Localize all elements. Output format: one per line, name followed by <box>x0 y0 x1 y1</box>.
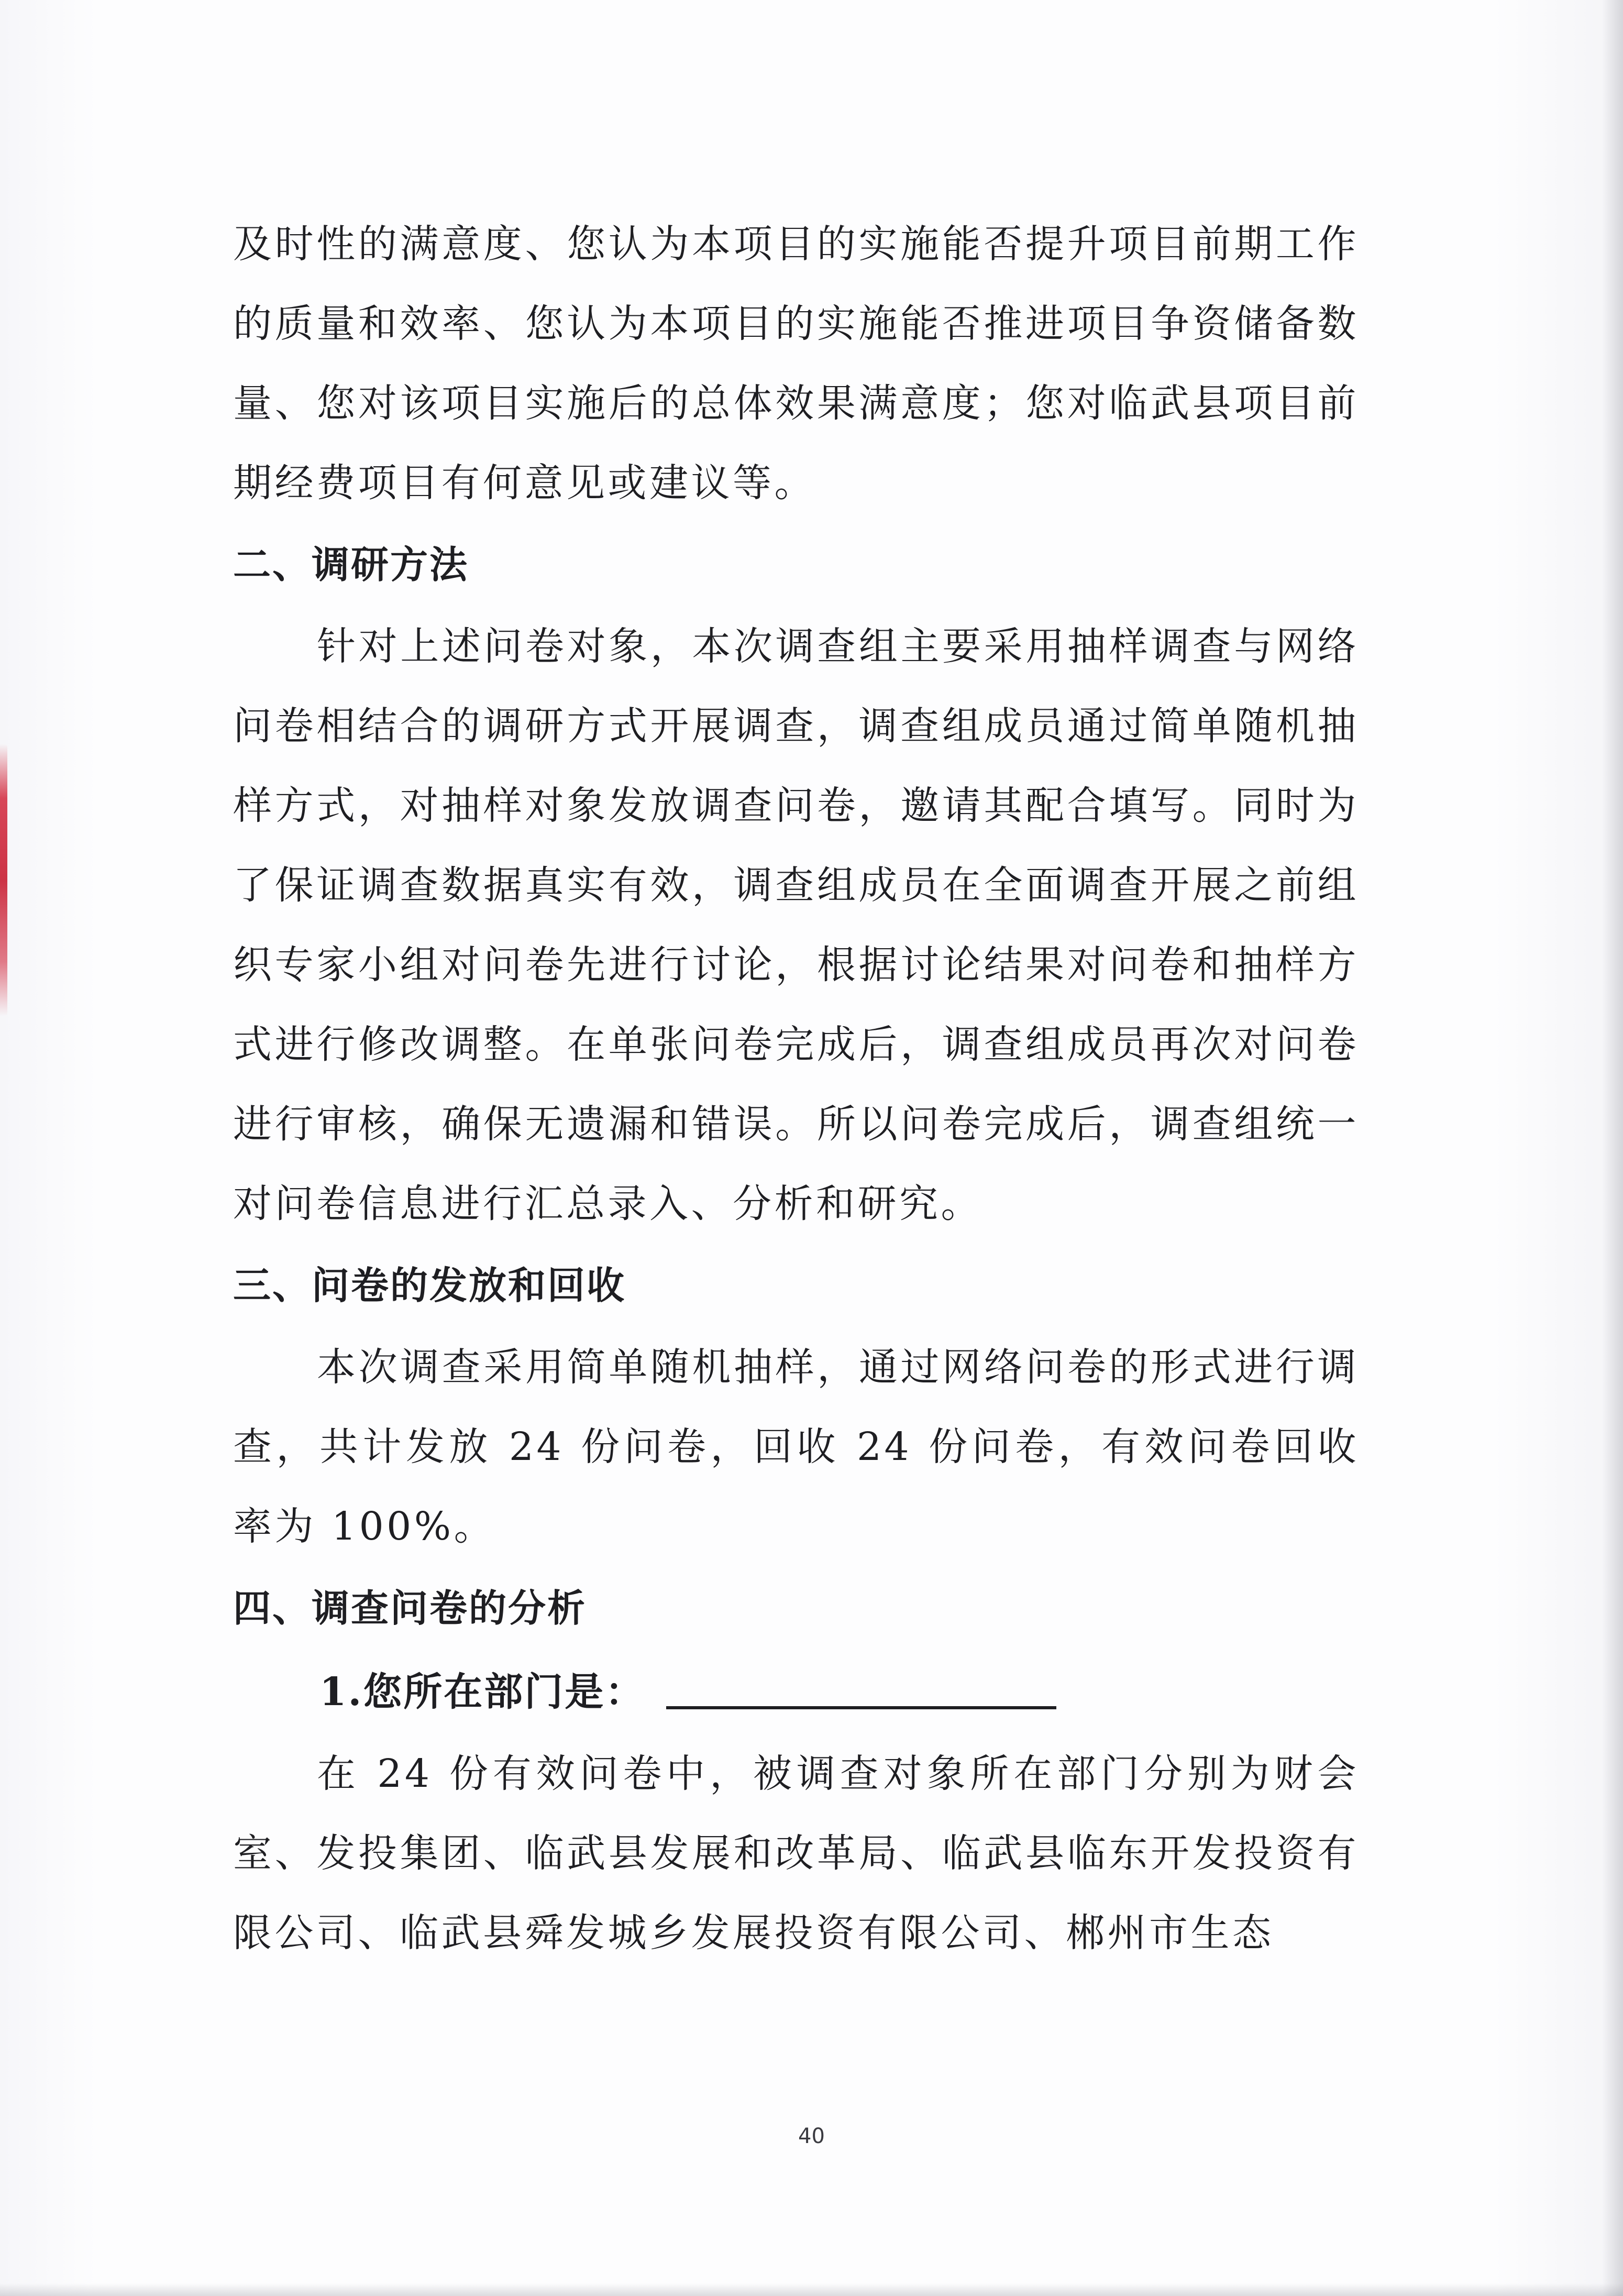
paragraph-research-methods: 针对上述问卷对象，本次调查组主要采用抽样调查与网络问卷相结合的调研方式开展调查，调查组成员通过简单随机抽样方式，对抽样对象发放调查问卷，邀请其配合填写。同时为了保证调查数据真实有效，调查组成员在全面调查开展之前组织专家小组对问卷先进行讨论，根据讨论结果对问卷和抽样方式进行修改调整。在单张问卷完成后，调查组成员再次对问卷进行审核，确保无遗漏和错误。所以问卷完成后，调查组统一对问卷信息进行汇总录入、分析和研究。 <box>233 624 1359 1226</box>
paragraph-departments: 在 24 份有效问卷中，被调查对象所在部门分别为财会室、发投集团、临武县发展和改革局、临武县临东开发投资有限公司、临武县舜发城乡发展投资有限公司、郴州市生态 <box>233 1751 1359 1956</box>
question-1-text: 1.您所在部门是： <box>319 1669 646 1715</box>
scan-edge-shadow-right <box>1602 0 1623 2296</box>
heading-questionnaire-analysis: 四、调查问卷的分析 <box>233 1586 587 1630</box>
heading-research-methods: 二、调研方法 <box>233 543 469 587</box>
document-body <box>233 204 1359 1973</box>
scan-edge-shadow-bottom <box>0 2283 1623 2296</box>
red-seal-fragment <box>0 744 7 1016</box>
answer-blank-line <box>666 1706 1056 1709</box>
paragraph-intro-continuation: 及时性的满意度、您认为本项目的实施能否提升项目前期工作的质量和效率、您认为本项目的实施能否推进项目争资储备数量、您对该项目实施后的总体效果满意度；您对临武县项目前期经费项目有何意见或建议等。 <box>233 222 1359 506</box>
question-1 <box>233 1650 1359 1734</box>
page-number: 40 <box>798 2124 825 2148</box>
heading-distribution-collection: 三、问卷的发放和回收 <box>233 1264 626 1308</box>
paragraph-distribution-collection: 本次调查采用简单随机抽样，通过网络问卷的形式进行调查，共计发放 24 份问卷，回收 24 份问卷，有效问卷回收率为 100%。 <box>233 1345 1359 1549</box>
